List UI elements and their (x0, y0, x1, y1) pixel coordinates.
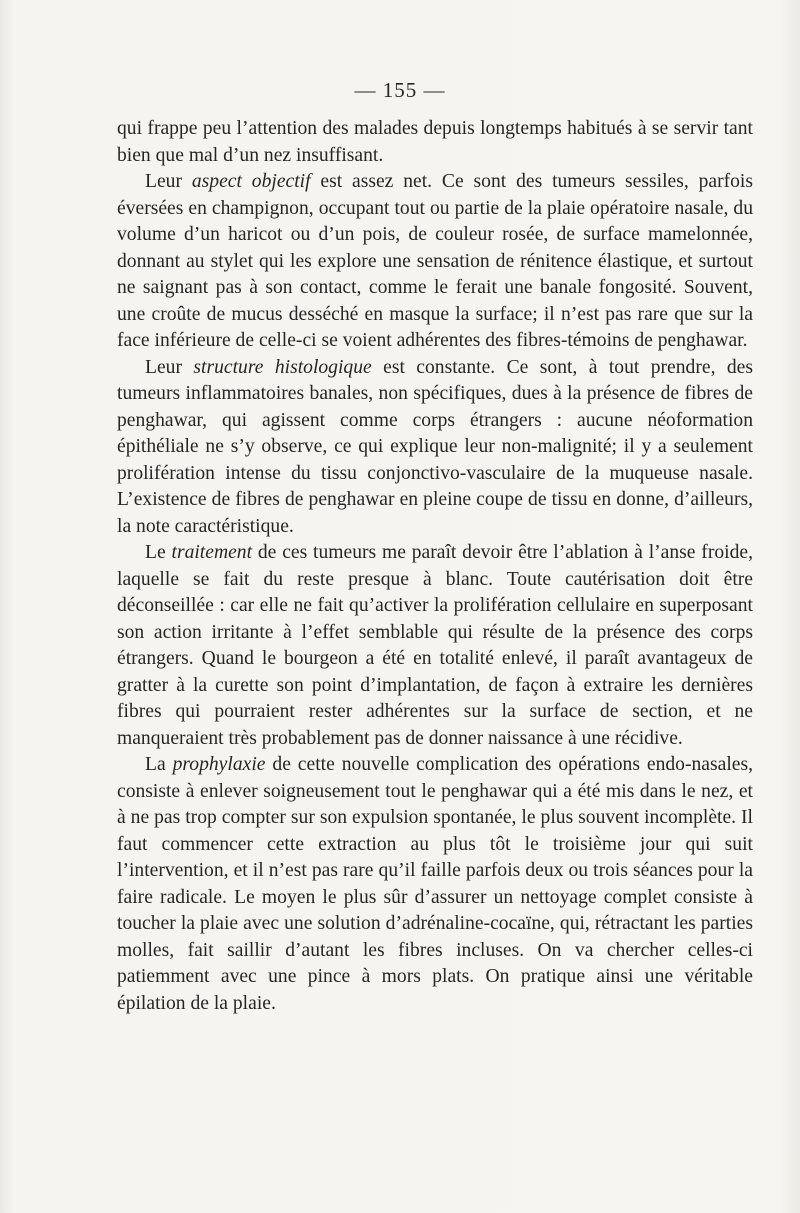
italic-term: prophylaxie (172, 754, 266, 775)
italic-term: aspect objectif (191, 171, 311, 192)
text-run: Leur (145, 356, 194, 378)
italic-term: structure histologique (193, 356, 372, 378)
text-run: de cette nouvelle complication des opérations endo-nasales, consiste à enlever soigneusement tout le penghawar qui a été mis dans le nez, et à ne pas trop compter sur son expulsion spontanée, le plus souvent incomplète. Il faut commencer cette extraction au plus tôt le troisième jour qui suit l’intervention, et il n’est pas rare qu’il faille parfois deux ou trois séances pour la faire radicale. Le moyen le plus sûr d’assurer un nettoyage complet consiste à toucher la plaie avec une solution d’adrénaline-cocaïne, qui, rétractant les parties molles, fait saillir d’autant les fibres incluses. On va chercher celles-ci patiemment avec une pince à mors plats. On pratique ainsi une véritable épilation de la plaie. (117, 754, 753, 1014)
text-run: Le (145, 542, 172, 563)
body-text (117, 116, 753, 1017)
paragraph (117, 540, 753, 752)
text-run: est assez net. Ce sont des tumeurs sessiles, parfois éversées en champignon, occupant tout ou partie de la plaie opératoire nasale, du volume d’un haricot ou d’un pois, de couleur rosée, de surface mamelonnée, donnant au stylet qui les explore une sensation de rénitence élastique, et surtout ne saignant pas à son contact, comme le ferait une banale fongosité. Souvent, une croûte de mucus desséché en masque la surface; il n’est pas rare que sur la face inférieure de celle-ci se voient adhérentes des fibres-témoins de penghawar. (117, 171, 754, 351)
paragraph (117, 355, 753, 541)
italic-term: traitement (171, 542, 253, 563)
paragraph (117, 752, 753, 1017)
text-run: de ces tumeurs me paraît devoir être l’ablation à l’anse froide, laquelle se fait du reste presque à blanc. Toute cautérisation doit être déconseillée : car elle ne fait qu’activer la prolifération cellulaire en superposant son action irritante à l’effet semblable qui résulte de la présence des corps étrangers. Quand le bourgeon a été en totalité enlevé, il paraît avantageux de gratter à la curette son point d’implantation, de façon à extraire les dernières fibres qui pourraient rester adhérentes sur la surface de section, et ne manqueraient très probablement pas de donner naissance à une récidive. (117, 542, 753, 749)
paragraph (117, 116, 753, 169)
text-run: est constante. Ce sont, à tout prendre, des tumeurs inflammatoires banales, non spécifiques, dues à la présence de fibres de penghawar, qui agissent comme corps étrangers : aucune néoformation épithéliale ne s’y observe, ce qui explique leur non-malignité; il y a seulement prolifération intense du tissu conjonctivo-vasculaire de la muqueuse nasale. L’existence de fibres de penghawar en pleine coupe de tissu en donne, d’ailleurs, la note caractéristique. (117, 356, 753, 537)
text-run: Leur (145, 171, 192, 192)
text-run: La (145, 754, 173, 775)
text-run: qui frappe peu l’attention des malades depuis longtemps habitués à se servir tant bien que mal d’un nez insuffisant. (117, 118, 753, 166)
page-number: — 155 — (354, 78, 446, 102)
paragraph (117, 169, 753, 355)
